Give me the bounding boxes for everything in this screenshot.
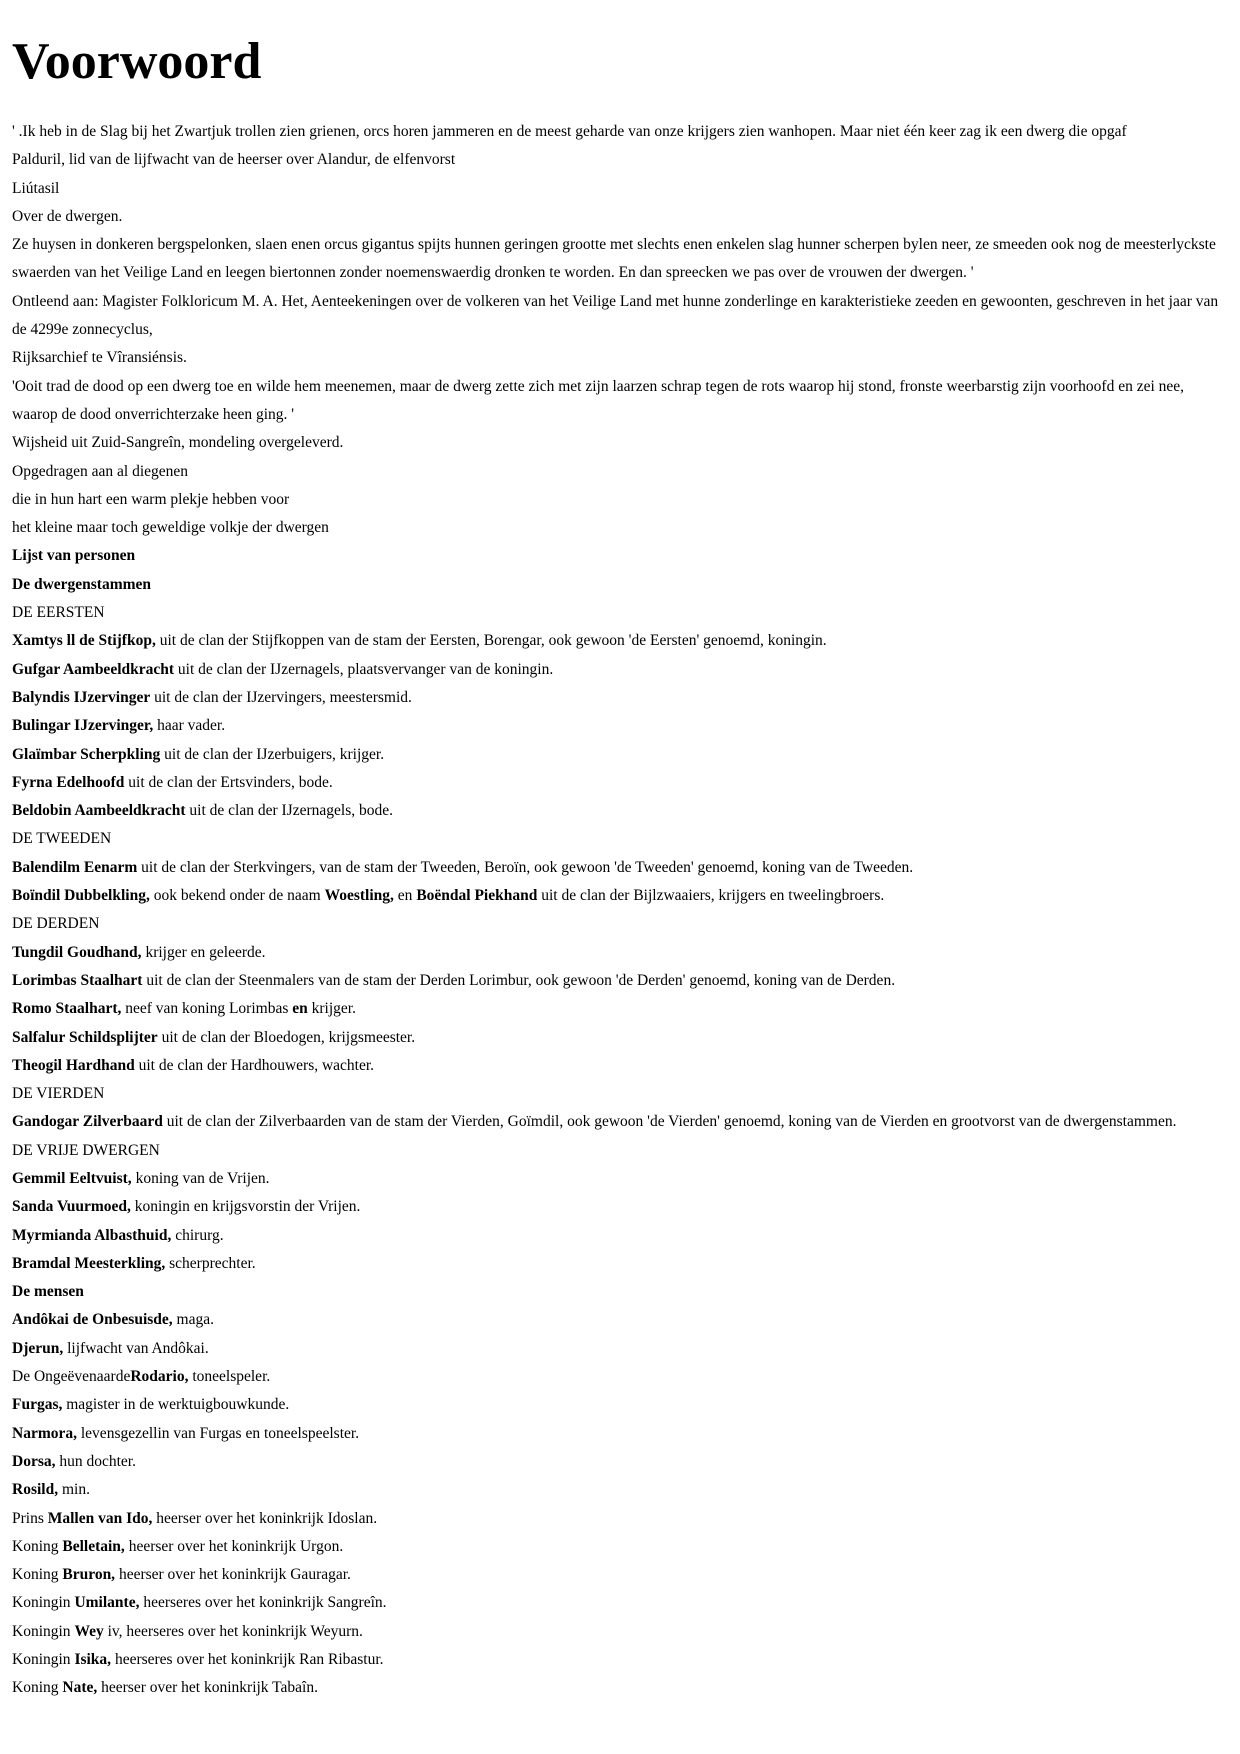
character-name: Isika,	[74, 1651, 112, 1669]
character-entry	[12, 1646, 1228, 1674]
character-name: Wey	[74, 1622, 104, 1640]
character-entry	[12, 1250, 1228, 1278]
character-description: levensgezellin van Furgas en toneelspeelster.	[77, 1424, 360, 1442]
character-name: Gandogar Zilverbaard	[12, 1113, 163, 1131]
character-entry	[12, 995, 1228, 1023]
character-name: Romo Staalhart,	[12, 1000, 122, 1018]
character-entry	[12, 882, 1228, 910]
text-line: 'Ooit trad de dood op een dwerg toe en wilde hem meenemen, maar de dwerg zette zich met zijn laarzen schrap tegen de rots waarop hij stond, fronste weerbarstig zijn voorhoofd en zei nee, waarop de dood onverrichterzake heen ging. '	[12, 377, 1185, 423]
character-entry	[12, 1335, 1228, 1363]
character-entry	[12, 1448, 1228, 1476]
text-line: Opgedragen aan al diegenen	[12, 462, 189, 480]
character-entry	[12, 741, 1228, 769]
character-description: Koningin	[12, 1622, 75, 1640]
character-description: De Ongeëvenaarde	[12, 1368, 131, 1386]
character-name: Glaïmbar Scherpkling	[12, 745, 161, 763]
text-line: die in hun hart een warm plekje hebben voor	[12, 490, 290, 508]
character-name: Fyrna Edelhoofd	[12, 773, 125, 791]
character-entry	[12, 656, 1228, 684]
character-name: Bruron,	[62, 1566, 116, 1584]
character-entry	[12, 1561, 1228, 1589]
text-line: DE TWEEDEN	[12, 830, 112, 848]
character-description: uit de clan der Ertsvinders, bode.	[124, 773, 333, 791]
character-description: toneelspeler.	[188, 1368, 271, 1386]
character-entry	[12, 684, 1228, 712]
character-name: Nate,	[62, 1679, 98, 1697]
character-description: uit de clan der Steenmalers van de stam der Derden Lorimbur, ook gewoon 'de Derden' genoemd, koning van de Derden.	[142, 971, 896, 989]
character-name: Andôkai de Onbesuisde,	[12, 1311, 173, 1329]
character-name: Beldobin Aambeeldkracht	[12, 802, 186, 820]
character-entry	[12, 1306, 1228, 1334]
character-name: Lorimbas Staalhart	[12, 971, 143, 989]
character-name: Rodario,	[130, 1368, 189, 1386]
character-description: uit de clan der Hardhouwers, wachter.	[134, 1056, 375, 1074]
text-line: ' .Ik heb in de Slag bij het Zwartjuk trollen zien grienen, orcs horen jammeren en de meest geharde van onze krijgers zien wanhopen. Maar niet één keer zag ik een dwerg die opgaf	[12, 123, 1127, 140]
character-name: en	[292, 1000, 308, 1018]
character-name: Woestling,	[324, 887, 394, 905]
character-name: Balyndis IJzervinger	[12, 688, 151, 706]
character-description: min.	[58, 1481, 90, 1499]
character-description: en	[393, 887, 417, 905]
character-name: Mallen van Ido,	[47, 1509, 153, 1527]
text-line: Rijksarchief te Vîransiénsis.	[12, 349, 187, 367]
character-name: Sanda Vuurmoed,	[12, 1198, 131, 1216]
character-description: Koning	[12, 1679, 63, 1697]
character-name: Boïndil Dubbelkling,	[12, 887, 150, 905]
character-name: Bulingar IJzervinger,	[12, 717, 154, 735]
character-name: Gufgar Aambeeldkracht	[12, 660, 175, 678]
character-name: Balendilm Eenarm	[12, 858, 138, 876]
character-name: Gemmil Eeltvuist,	[12, 1169, 132, 1187]
character-name: Dorsa,	[12, 1452, 56, 1470]
character-entry	[12, 967, 1228, 995]
text-line: Ontleend aan: Magister Folkloricum M. A. Het, Aenteekeningen over de volkeren van het Veilige Land met hunne zonderlinge en karakteristieke zeeden en gewoonten, geschreven in het jaar van de 4299e zonnecyclus,	[12, 292, 1219, 339]
section-heading	[12, 542, 1228, 570]
character-description: neef van koning Lorimbas	[121, 1000, 293, 1018]
character-description: uit de clan der Bijlzwaaiers, krijgers en tweelingbroers.	[537, 887, 885, 905]
character-description: uit de clan der Bloedogen, krijgsmeester.	[157, 1028, 416, 1046]
character-name: Djerun,	[12, 1339, 64, 1357]
text-line: DE EERSTEN	[12, 604, 105, 622]
character-entry	[12, 1505, 1228, 1533]
character-entry	[12, 1674, 1228, 1702]
text-line: Liútasil	[12, 179, 60, 197]
character-description: chirurg.	[171, 1226, 224, 1244]
character-description: uit de clan der Sterkvingers, van de stam der Tweeden, Beroïn, ook gewoon 'de Tweeden' genoemd, koning van de Tweeden.	[137, 858, 914, 876]
character-name: Tungdil Goudhand,	[12, 943, 142, 961]
character-description: krijger.	[307, 1000, 356, 1018]
character-name: Rosild,	[12, 1481, 59, 1499]
character-entry	[12, 1222, 1228, 1250]
character-entry	[12, 1391, 1228, 1419]
character-name: Umilante,	[74, 1594, 140, 1612]
section-heading	[12, 1278, 1228, 1306]
text-line: Ze huysen in donkeren bergspelonken, slaen enen orcus gigantus spijts hunnen geringen grootte met slechts enen enkelen slag hunner scherpen bylen neer, ze smeeden ook nog de meesterlyckste swaerden van het Veilige Land en leegen biertonnen zonder noemenswaerdig dronken te worden. En dan spreecken we pas over de vrouwen der dwergen. '	[12, 236, 1216, 282]
character-description: hun dochter.	[55, 1452, 136, 1470]
character-name: Belletain,	[62, 1537, 125, 1555]
text-line: Wijsheid uit Zuid-Sangreîn, mondeling overgeleverd.	[12, 434, 344, 452]
character-description: krijger en geleerde.	[141, 943, 266, 961]
character-description: magister in de werktuigbouwkunde.	[62, 1396, 290, 1414]
character-entry	[12, 1476, 1228, 1504]
character-name: Bramdal Meesterkling,	[12, 1254, 166, 1272]
section-heading-text: De dwergenstammen	[12, 575, 152, 593]
text-line: het kleine maar toch geweldige volkje der dwergen	[12, 519, 329, 537]
character-description: scherprechter.	[165, 1254, 256, 1272]
character-description: iv, heerseres over het koninkrijk Weyurn.	[103, 1622, 363, 1640]
text-line: DE VIERDEN	[12, 1085, 105, 1103]
text-line: DE DERDEN	[12, 915, 100, 933]
character-description: uit de clan der IJzervingers, meestersmid.	[150, 688, 412, 706]
character-description: heerseres over het koninkrijk Ran Ribastur.	[111, 1651, 384, 1669]
character-entry	[12, 627, 1228, 655]
character-description: uit de clan der IJzernagels, bode.	[185, 802, 393, 820]
character-description: koningin en krijgsvorstin der Vrijen.	[130, 1198, 361, 1216]
section-heading	[12, 571, 1228, 599]
character-description: uit de clan der IJzerbuigers, krijger.	[160, 745, 385, 763]
document-body	[12, 118, 1228, 1703]
character-description: Koningin	[12, 1594, 75, 1612]
character-name: Boëndal Piekhand	[416, 887, 538, 905]
text-line: Over de dwergen.	[12, 207, 123, 225]
section-heading-text: De mensen	[12, 1283, 84, 1301]
character-entry	[12, 797, 1228, 825]
character-entry	[12, 1108, 1228, 1136]
character-name: Myrmianda Albasthuid,	[12, 1226, 172, 1244]
text-line: DE VRIJE DWERGEN	[12, 1141, 160, 1159]
character-description: heerser over het koninkrijk Idoslan.	[152, 1509, 378, 1527]
character-name: Xamtys ll de Stijfkop,	[12, 632, 156, 650]
character-entry	[12, 1589, 1228, 1617]
character-description: koning van de Vrijen.	[131, 1169, 270, 1187]
character-description: maga.	[172, 1311, 214, 1329]
character-description: haar vader.	[153, 717, 226, 735]
character-entry	[12, 712, 1228, 740]
page-title: Voorwoord	[12, 33, 262, 90]
section-heading-text: Lijst van personen	[12, 547, 136, 565]
character-name: Theogil Hardhand	[12, 1056, 135, 1074]
character-entry	[12, 1420, 1228, 1448]
character-entry	[12, 1024, 1228, 1052]
character-entry	[12, 769, 1228, 797]
character-name: Narmora,	[12, 1424, 77, 1442]
character-description: Koning	[12, 1537, 63, 1555]
text-line: Palduril, lid van de lijfwacht van de heerser over Alandur, de elfenvorst	[12, 151, 456, 169]
character-entry	[12, 1533, 1228, 1561]
character-description: heerser over het koninkrijk Gauragar.	[115, 1566, 351, 1584]
character-entry	[12, 854, 1228, 882]
character-name: Furgas,	[12, 1396, 63, 1414]
character-description: uit de clan der Zilverbaarden van de stam der Vierden, Goïmdil, ook gewoon 'de Vierden' genoemd, koning van de Vierden en grootvorst van de dwergenstammen.	[162, 1113, 1177, 1131]
character-description: Koningin	[12, 1651, 75, 1669]
character-description: lijfwacht van Andôkai.	[63, 1339, 209, 1357]
character-name: Salfalur Schildsplijter	[12, 1028, 158, 1046]
character-description: heerseres over het koninkrijk Sangreîn.	[139, 1594, 387, 1612]
character-entry	[12, 1618, 1228, 1646]
character-description: uit de clan der Stijfkoppen van de stam der Eersten, Borengar, ook gewoon 'de Eersten' genoemd, koningin.	[155, 632, 827, 650]
character-description: Koning	[12, 1566, 63, 1584]
character-description: Prins	[12, 1509, 48, 1527]
character-description: heerser over het koninkrijk Urgon.	[124, 1537, 344, 1555]
character-entry	[12, 939, 1228, 967]
character-entry	[12, 1052, 1228, 1080]
character-entry	[12, 1363, 1228, 1391]
character-description: ook bekend onder de naam	[149, 887, 325, 905]
character-entry	[12, 1193, 1228, 1221]
character-description: heerser over het koninkrijk Tabaîn.	[97, 1679, 318, 1697]
character-description: uit de clan der IJzernagels, plaatsvervanger van de koningin.	[174, 660, 554, 678]
character-entry	[12, 1165, 1228, 1193]
